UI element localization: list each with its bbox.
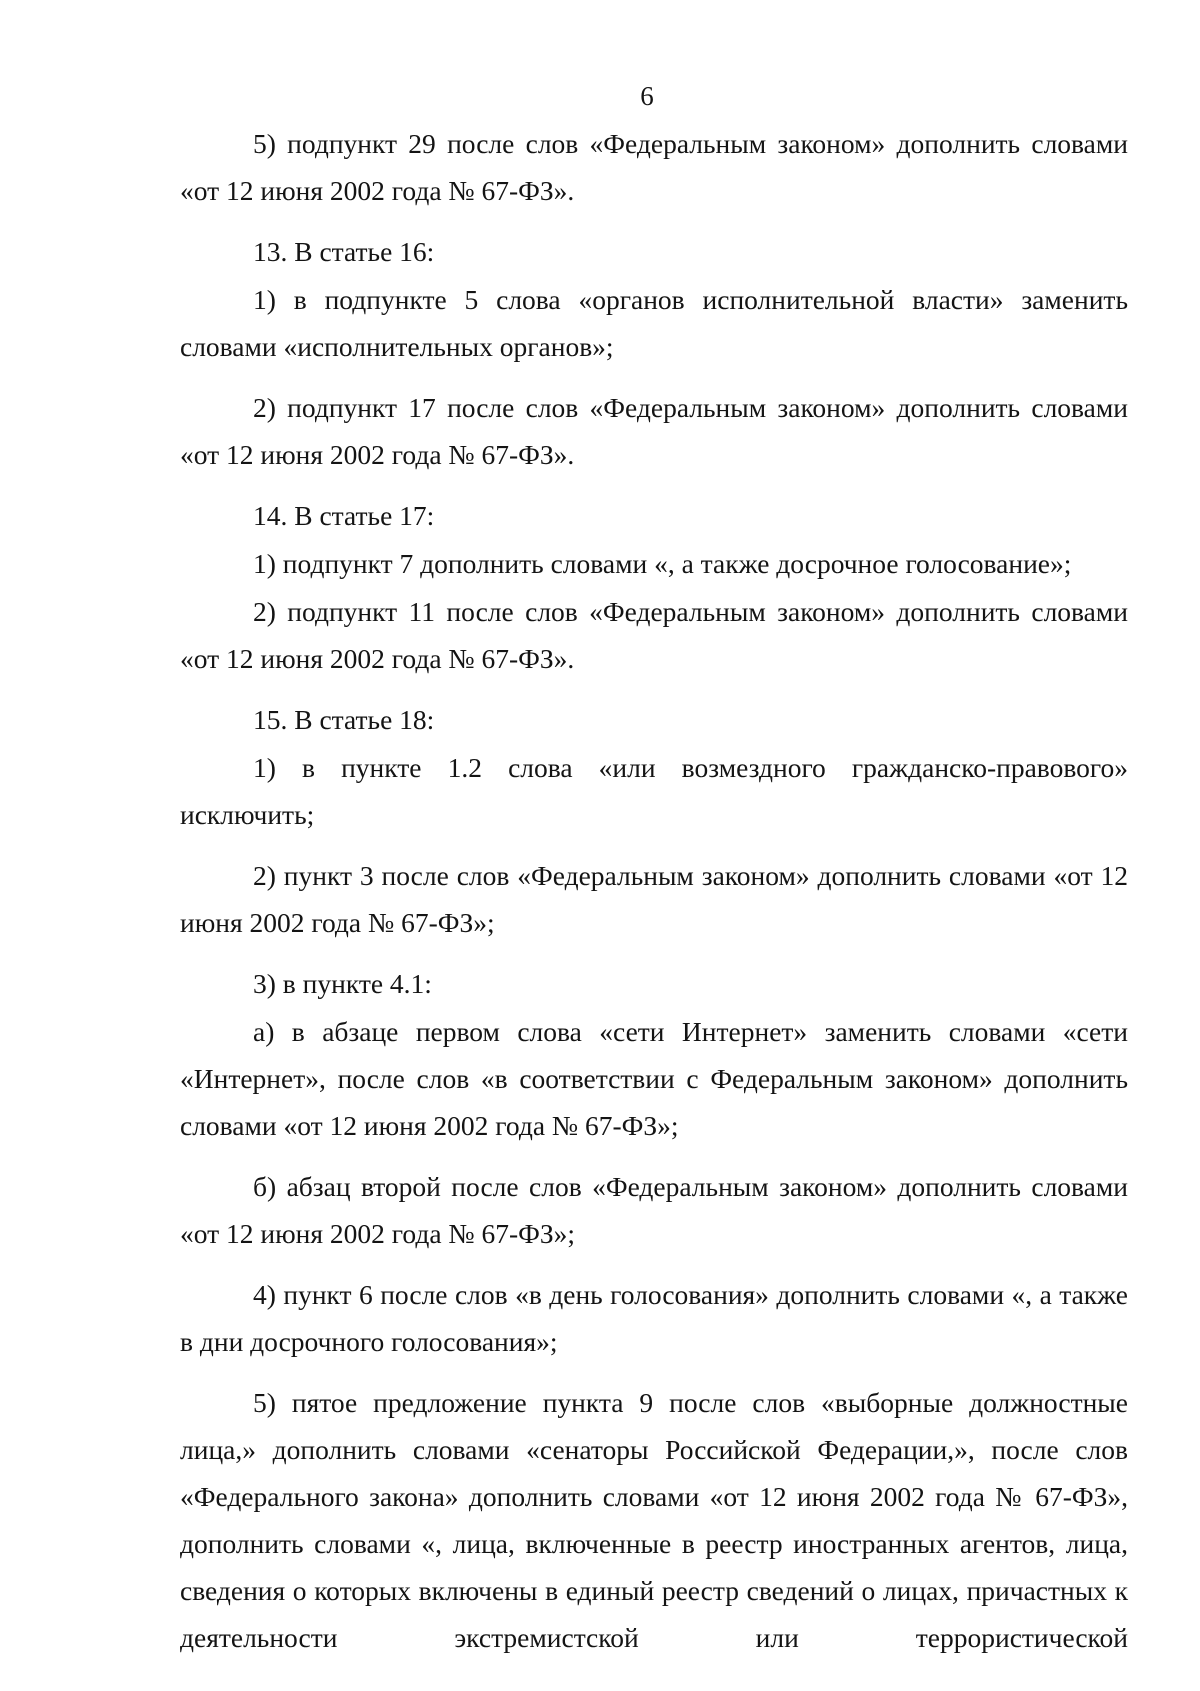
paragraph-5-subpoint-29: 5) подпункт 29 после слов «Федеральным законом» дополнить словами «от 12 июня 2002 года № 67-ФЗ». <box>180 128 1128 206</box>
paragraph-1-point-1-2: 1) в пункте 1.2 слова «или возмездного гражданско-правового» исключить; <box>180 752 1128 830</box>
page-number: 6 <box>640 81 654 111</box>
document-body <box>180 120 1128 1661</box>
paragraph-2-subpoint-17: 2) подпункт 17 после слов «Федеральным законом» дополнить словами «от 12 июня 2002 года № 67-ФЗ». <box>180 392 1128 470</box>
paragraph-1-subpoint-7: 1) подпункт 7 дополнить словами «, а также досрочное голосование»; <box>253 548 1072 579</box>
paragraph-2-point-3: 2) пункт 3 после слов «Федеральным законом» дополнить словами «от 12 июня 2002 года № 67-ФЗ»; <box>180 860 1128 938</box>
subparagraph-b: б) абзац второй после слов «Федеральным законом» дополнить словами «от 12 июня 2002 года № 67-ФЗ»; <box>180 1171 1128 1249</box>
article-16-heading: 13. В статье 16: <box>253 236 435 267</box>
paragraph-2-subpoint-11: 2) подпункт 11 после слов «Федеральным законом» дополнить словами «от 12 июня 2002 года № 67-ФЗ». <box>180 596 1128 674</box>
article-18-heading: 15. В статье 18: <box>253 704 435 735</box>
paragraph-5-point-9: 5) пятое предложение пункта 9 после слов «выборные должностные лица,» дополнить словами «сенаторы Российской Федерации,», после слов «Федерального закона» дополнить словами «от 12 июня 2002 года № 67-ФЗ», дополнить словами «, лица, включенные в реестр иностранных агентов, лица, сведения о которых включены в единый реестр сведений о лицах, причастных к деятельности экстремистской или террористической <box>180 1387 1128 1653</box>
paragraph-4-point-6: 4) пункт 6 после слов «в день голосования» дополнить словами «, а также в дни досрочного голосования»; <box>180 1279 1128 1357</box>
paragraph-3-point-4-1: 3) в пункте 4.1: <box>253 968 432 999</box>
paragraph-1-subpoint-5: 1) в подпункте 5 слова «органов исполнительной власти» заменить словами «исполнительных органов»; <box>180 284 1128 362</box>
subparagraph-a: а) в абзаце первом слова «сети Интернет» заменить словами «сети «Интернет», после слов «в соответствии с Федеральным законом» дополнить словами «от 12 июня 2002 года № 67-ФЗ»; <box>180 1016 1128 1141</box>
article-17-heading: 14. В статье 17: <box>253 500 435 531</box>
